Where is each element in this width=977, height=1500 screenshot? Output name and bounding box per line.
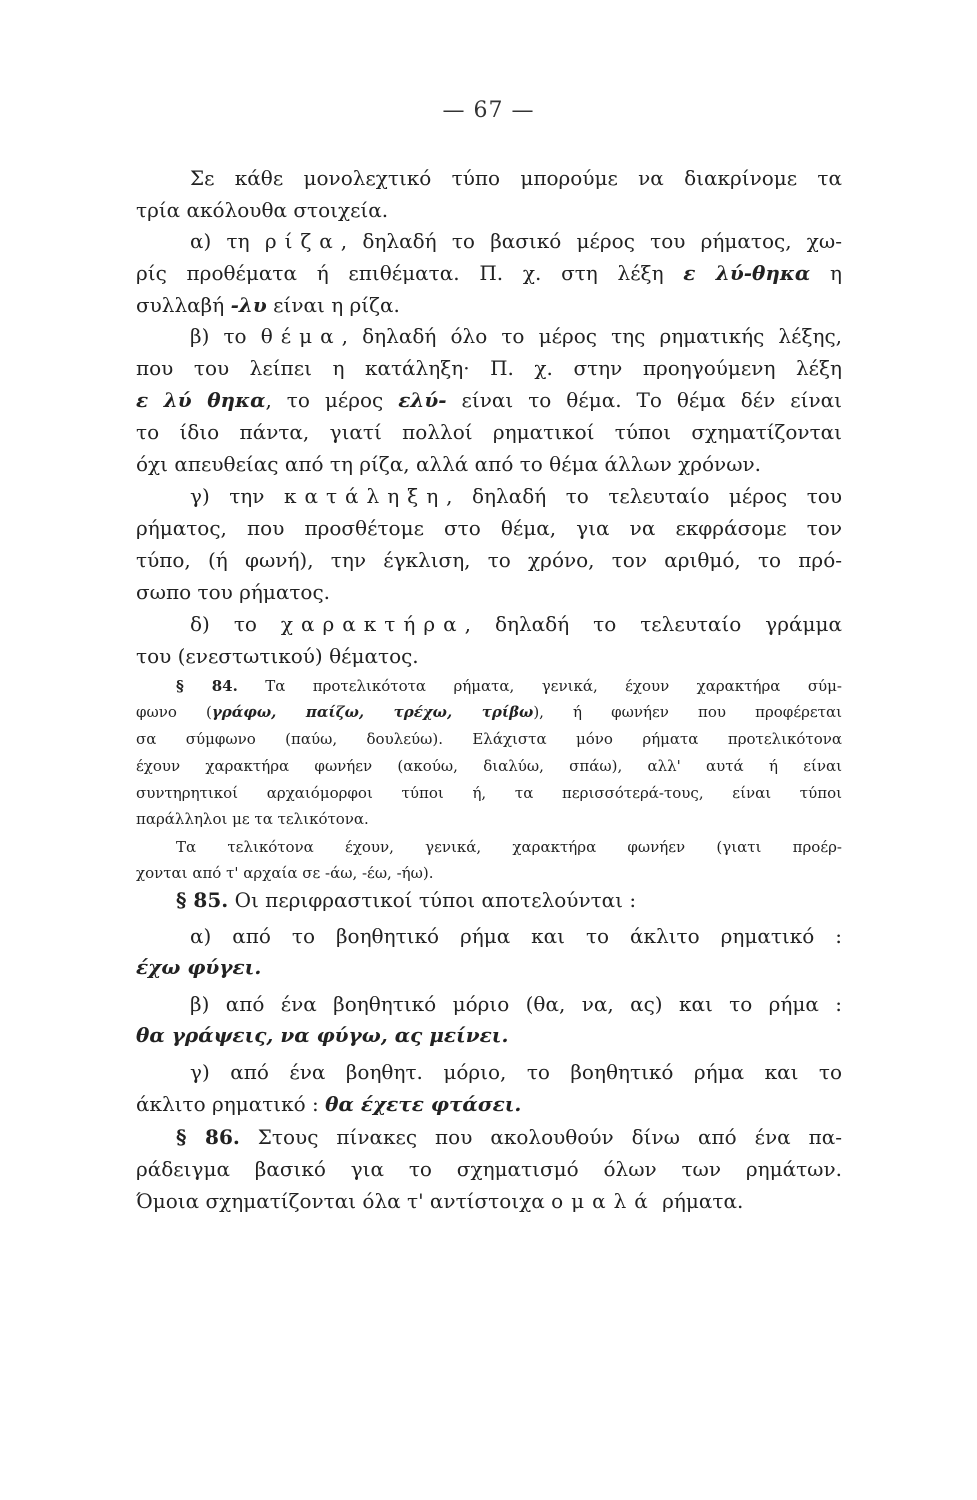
text-line: § 85. Οι περιφραστικοί τύποι αποτελούνται : bbox=[176, 888, 637, 912]
text-line: § 86. Στους πίνακες που ακολουθούν δίνω από ένα πα- bbox=[176, 1125, 842, 1149]
text-line: Όμοια σχηματίζονται όλα τ' αντίστοιχα ομαλά ρήματα. bbox=[136, 1189, 744, 1213]
text-line: άκλιτο ρηματικό : θα έχετε φτάσει. bbox=[136, 1092, 522, 1116]
text-line: τύπο, (ή φωνή), την έγκλιση, το χρόνο, τον αριθμό, το πρό- bbox=[136, 548, 842, 572]
example-word: ε λύ θηκα bbox=[136, 388, 266, 412]
example-phrase: θα γράψεις, να φύγω, ας μείνει. bbox=[136, 1023, 509, 1047]
text-line: παράλληλοι με τα τελικότονα. bbox=[136, 810, 369, 828]
example-word: ελύ- bbox=[398, 388, 447, 412]
text-line: ράδειγμα βασικό για το σχηματισμό όλων των ρημάτων. bbox=[136, 1157, 842, 1181]
text-line: που του λείπει η κατάληξη· Π. χ. στην προηγούμενη λέξη bbox=[136, 356, 842, 380]
spaced-term: θέμα bbox=[260, 324, 342, 348]
page-number: — 67 — bbox=[442, 98, 535, 123]
text-line: § 84. Τα προτελικότοτα ρήματα, γενικά, έχουν χαρακτήρα σύμ- bbox=[176, 677, 842, 695]
text-line: ρίς προθέματα ή επιθέματα. Π. χ. στη λέξη ε λύ-θηκα η bbox=[136, 261, 842, 285]
text-line: χονται από τ' αρχαία σε -άω, -έω, -ήω). bbox=[136, 864, 434, 882]
text-line: β) το θέμα, δηλαδή όλο το μέρος της ρηματικής λέξης, bbox=[190, 324, 842, 348]
spaced-term: χαρακτήρα bbox=[280, 612, 465, 636]
text-line: α) από το βοηθητικό ρήμα και το άκλιτο ρηματικό : bbox=[190, 924, 842, 948]
text-line: γ) από ένα βοηθητ. μόριο, το βοηθητικό ρήμα και το bbox=[190, 1060, 842, 1084]
text-line: δ) το χαρακτήρα, δηλαδή το τελευταίο γράμμα bbox=[190, 612, 842, 636]
text-line: α) τη ρίζα, δηλαδή το βασικό μέρος του ρήματος, χω- bbox=[190, 229, 842, 253]
section-number: § 85. bbox=[176, 888, 229, 912]
text-line: το ίδιο πάντα, γιατί πολλοί ρηματικοί τύποι σχηματίζονται bbox=[136, 420, 842, 444]
example-word: ε λύ-θηκα bbox=[683, 261, 811, 285]
text-line: β) από ένα βοηθητικό μόριο (θα, να, ας) και το ρήμα : bbox=[190, 992, 842, 1016]
text-line: ρήματος, που προσθέτομε στο θέμα, για να εκφράσομε τον bbox=[136, 516, 842, 540]
text-line: Σε κάθε μονολεχτικό τύπο μπορούμε να διακρίνομε τα bbox=[190, 166, 842, 190]
text-line: έχουν χαρακτήρα φωνήεν (ακούω, διαλύω, σπάω), αλλ' αυτά ή είναι bbox=[136, 757, 842, 775]
text-line: όχι απευθείας από τη ρίζα, αλλά από το θέμα άλλων χρόνων. bbox=[136, 452, 762, 476]
spaced-term: ρίζα bbox=[264, 229, 341, 253]
text-line: φωνο (γράφω, παίζω, τρέχω, τρίβω), ή φωνήεν που προφέρεται bbox=[136, 703, 842, 721]
text-line: τρία ακόλουθα στοιχεία. bbox=[136, 198, 389, 222]
example-phrase: έχω φύγει. bbox=[136, 955, 262, 979]
spaced-term: ομαλά bbox=[551, 1189, 656, 1213]
text-line: γ) την κατάληξη, δηλαδή το τελευταίο μέρος του bbox=[190, 484, 842, 508]
example-words: γράφω, παίζω, τρέχω, τρίβω bbox=[211, 703, 534, 721]
spaced-term: κατάληξη bbox=[283, 484, 447, 508]
text-line: συντηρητικοί αρχαιόμορφοι τύποι ή, τα περισσότερά-τους, είναι τύποι bbox=[136, 784, 842, 802]
text-line: συλλαβή -λυ είναι η ρίζα. bbox=[136, 293, 400, 317]
text-line: σα σύμφωνο (παύω, δουλεύω). Ελάχιστα μόνο ρήματα προτελικότονα bbox=[136, 730, 842, 748]
section-number: § 86. bbox=[176, 1125, 240, 1149]
text-line: Τα τελικότονα έχουν, γενικά, χαρακτήρα φωνήεν (γιατι προέρ- bbox=[176, 838, 842, 856]
text-line: του (ενεστωτικού) θέματος. bbox=[136, 644, 419, 668]
text-line: σωπο του ρήματος. bbox=[136, 580, 331, 604]
section-number: § 84. bbox=[176, 677, 238, 695]
example-word: -λυ bbox=[230, 293, 267, 317]
text-line: ε λύ θηκα, το μέρος ελύ- είναι το θέμα. Το θέμα δέν είναι bbox=[136, 388, 842, 412]
example-phrase: θα έχετε φτάσει. bbox=[325, 1092, 522, 1116]
